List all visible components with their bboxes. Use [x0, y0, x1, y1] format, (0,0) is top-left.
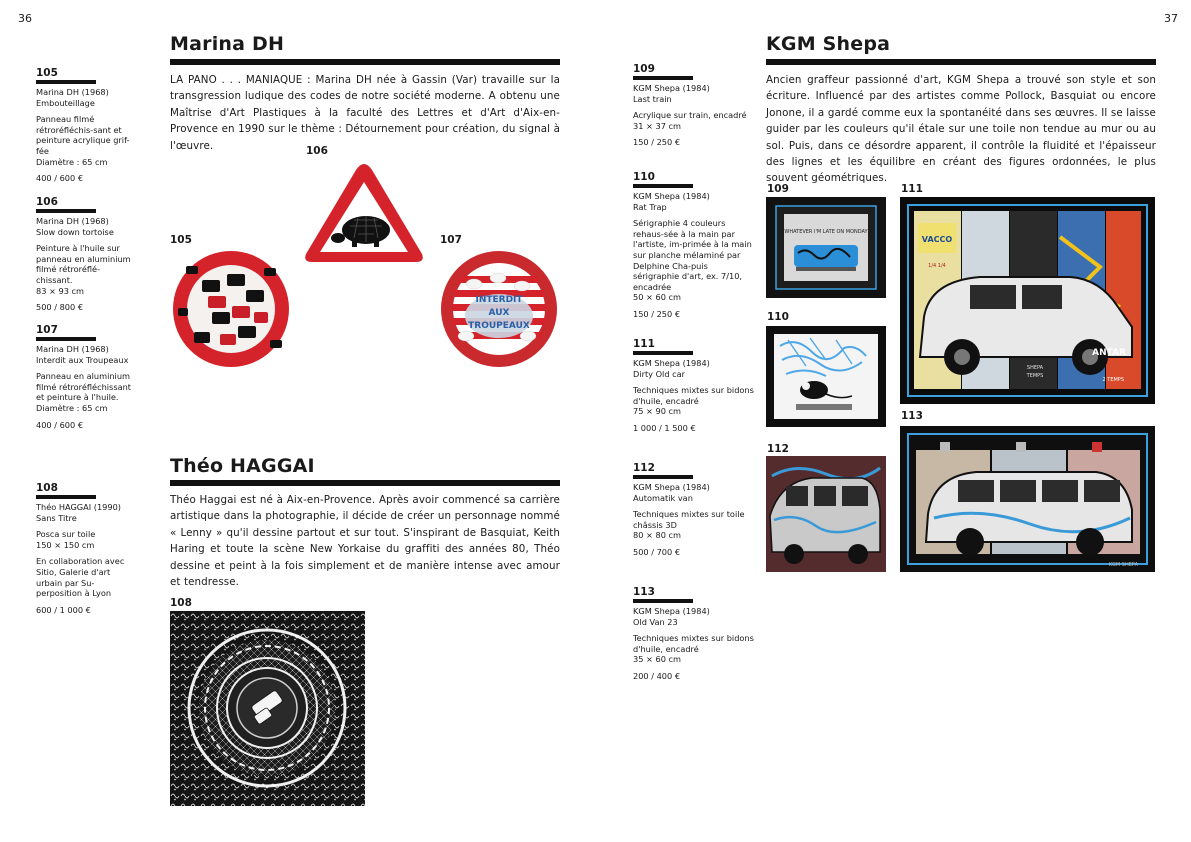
lot-artist: Marina DH (1968)	[36, 216, 109, 226]
lot-rule	[633, 351, 693, 355]
lot-medium: Techniques mixtes sur toile châssis 3D	[633, 509, 745, 530]
lot-113	[633, 587, 755, 682]
lot-109	[633, 64, 755, 148]
page-number-left: 36	[18, 12, 32, 25]
lot-price: 150 / 250 €	[633, 137, 681, 148]
image-label-109: 109	[767, 183, 789, 195]
lot-medium: Sérigraphie 4 couleurs rehaus-sée à la main par l'artiste, im-primée à la main sur planche mélaminé par Delphine Cha-puis sérigraphie d'art, ex. 7/10, encadrée	[633, 218, 752, 292]
image-label-110: 110	[767, 311, 789, 323]
image-label-111: 111	[901, 183, 923, 195]
lot-medium: Panneau en aluminium filmé rétroréfléchissant et peinture à l'huile.	[36, 371, 132, 403]
lot-artist: Marina DH (1968)	[36, 344, 109, 354]
can-ratio-text: 1/4 1/4	[928, 263, 946, 269]
artwork-105-embouteillage	[172, 250, 290, 368]
lot-price: 500 / 700 €	[633, 546, 681, 557]
sign-text-line2: AUX	[488, 308, 510, 318]
lot-medium: Posca sur toile	[36, 529, 96, 540]
title-bar-marina	[170, 59, 560, 65]
lot-111	[633, 339, 755, 434]
artist-title-theo: Théo HAGGAI	[170, 455, 315, 477]
lot-108	[36, 483, 136, 615]
lot-size: 50 × 60 cm	[633, 292, 681, 303]
title-bar-kgm	[766, 59, 1156, 65]
image-label-107: 107	[440, 234, 462, 246]
lot-size: Diamètre : 65 cm	[36, 402, 108, 413]
image-label-106: 106	[306, 145, 328, 157]
lot-artist: KGM Shepa (1984)	[633, 83, 710, 93]
artwork-signature: KGM SHEPA	[1108, 562, 1138, 568]
lot-medium: Techniques mixtes sur bidons d'huile, encadré	[633, 385, 754, 406]
lot-size: 150 × 150 cm	[36, 539, 95, 550]
lot-rule	[633, 475, 693, 479]
lot-artist: Théo HAGGAI (1990)	[36, 502, 121, 512]
bio-kgm: Ancien graffeur passionné d'art, KGM Shepa a trouvé son style et son écriture. Influencé par des artistes comme Pollock, Basquiat ou encore Jonone, il a gardé comme eux la spontanéité dans ses œuvres. Il se laisse guider par les couleurs qu'il étale sur une toile non tendue au mur ou au sol. Puis, dans ce désordre apparent, il contrôle la fluidité et l'épaisseur des lignes et les équilibre en créant des figures ordonnées, le plus souvent géométriques.	[766, 74, 1156, 185]
lot-110	[633, 172, 755, 320]
lot-price: 400 / 600 €	[36, 419, 84, 430]
lot-rule	[36, 337, 96, 341]
lot-size: 75 × 90 cm	[633, 406, 681, 417]
lot-size: 83 × 93 cm	[36, 285, 84, 296]
artwork-107-interdit-aux-troupeaux	[440, 250, 558, 368]
can-label-text: ANTAR	[1092, 348, 1126, 358]
artwork-112-automatik-van	[766, 456, 886, 572]
artwork-113-old-van-23	[900, 426, 1155, 572]
train-tag-text: WHATEVER I'M LATE ON MONDAY	[784, 229, 868, 235]
lot-artist: KGM Shepa (1984)	[633, 606, 710, 616]
lot-title: Sans Titre	[36, 512, 77, 523]
lot-105	[36, 68, 136, 184]
lot-title: Automatik van	[633, 492, 693, 503]
title-bar-theo	[170, 480, 560, 486]
lot-artist: KGM Shepa (1984)	[633, 191, 710, 201]
image-label-113: 113	[901, 410, 923, 422]
lot-number: 106	[36, 196, 58, 208]
lot-price: 600 / 1 000 €	[36, 604, 91, 615]
lot-price: 200 / 400 €	[633, 670, 681, 681]
lot-number: 107	[36, 324, 58, 336]
can-tempo-text: 2 TEMPS	[1102, 377, 1124, 383]
artist-title-kgm: KGM Shepa	[766, 33, 891, 55]
lot-number: 109	[633, 63, 655, 75]
lot-rule	[633, 76, 693, 80]
image-label-112: 112	[767, 443, 789, 455]
lot-price: 150 / 250 €	[633, 308, 681, 319]
image-label-105: 105	[170, 234, 192, 246]
lot-size: 80 × 80 cm	[633, 530, 681, 541]
lot-107	[36, 325, 136, 430]
sign-text-line1: INTERDIT	[475, 295, 523, 305]
lot-title: Old Van 23	[633, 616, 678, 627]
lot-title: Last train	[633, 93, 672, 104]
lot-price: 500 / 800 €	[36, 302, 84, 313]
artist-title-marina: Marina DH	[170, 33, 285, 55]
artwork-108-sans-titre	[170, 611, 365, 806]
lot-106	[36, 197, 136, 313]
lot-artist: KGM Shepa (1984)	[633, 482, 710, 492]
lot-title: Dirty Old car	[633, 368, 686, 379]
artwork-109-last-train	[766, 197, 886, 298]
can-shepa-text: SHEPA	[1026, 365, 1044, 371]
lot-medium: Panneau filmé rétroréfléchis-sant et peinture acrylique grif-fée	[36, 114, 130, 156]
artwork-110-rat-trap	[766, 326, 886, 427]
artwork-106-slow-down-tortoise	[302, 160, 426, 266]
lot-number: 105	[36, 67, 58, 79]
lot-rule	[36, 209, 96, 213]
lot-number: 110	[633, 171, 655, 183]
image-label-108: 108	[170, 597, 192, 609]
lot-title: Slow down tortoise	[36, 226, 114, 237]
sign-text-line3: TROUPEAUX	[468, 321, 530, 331]
lot-number: 108	[36, 482, 58, 494]
lot-medium: Acrylique sur train, encadré	[633, 110, 747, 121]
can-brand-text: VACCO	[921, 235, 953, 244]
lot-size: 35 × 60 cm	[633, 654, 681, 665]
lot-number: 113	[633, 586, 655, 598]
artwork-111-dirty-old-car	[900, 197, 1155, 404]
can-temps-text: TEMPS	[1026, 373, 1044, 379]
lot-price: 1 000 / 1 500 €	[633, 422, 696, 433]
lot-price: 400 / 600 €	[36, 173, 84, 184]
lot-medium: Peinture à l'huile sur panneau en aluminium filmé rétroréflé-chissant.	[36, 243, 131, 285]
lot-size: Diamètre : 65 cm	[36, 156, 108, 167]
lot-title: Embouteillage	[36, 97, 95, 108]
lot-note: En collaboration avec Sitio, Galerie d'art urbain par Su-perposition à Lyon	[36, 556, 125, 599]
lot-rule	[36, 495, 96, 499]
lot-title: Rat Trap	[633, 201, 667, 212]
lot-artist: KGM Shepa (1984)	[633, 358, 710, 368]
lot-rule	[633, 184, 693, 188]
lot-artist: Marina DH (1968)	[36, 87, 109, 97]
lot-number: 112	[633, 462, 655, 474]
lot-size: 31 × 37 cm	[633, 120, 681, 131]
lot-112	[633, 463, 755, 558]
page-number-right: 37	[1164, 12, 1178, 25]
lot-rule	[36, 80, 96, 84]
lot-number: 111	[633, 338, 655, 350]
bio-theo: Théo Haggai est né à Aix-en-Provence. Après avoir commencé sa carrière artistique dans la photographie, il décide de créer un personnage nommé « Lenny » qu'il dessine partout et sur tout. S'inspirant de Basquiat, Keith Haring et toute la scène New Yorkaise du graffiti des années 80, Théo dessine et peint à la fois simplement et de manière intense avec amour et tendresse.	[170, 494, 560, 589]
lot-title: Interdit aux Troupeaux	[36, 354, 129, 365]
lot-medium: Techniques mixtes sur bidons d'huile, encadré	[633, 633, 754, 654]
lot-rule	[633, 599, 693, 603]
bio-marina: LA PANO . . . MANIAQUE : Marina DH née à Gassin (Var) travaille sur la transgression ludique des codes de notre société moderne. A obtenu une Maîtrise d'Art Plastiques à la faculté des Lettres et d'Art d'Aix-en-Provence en 1990 sur le thème : Détournement pour création, du signal à l'œuvre.	[170, 74, 560, 152]
